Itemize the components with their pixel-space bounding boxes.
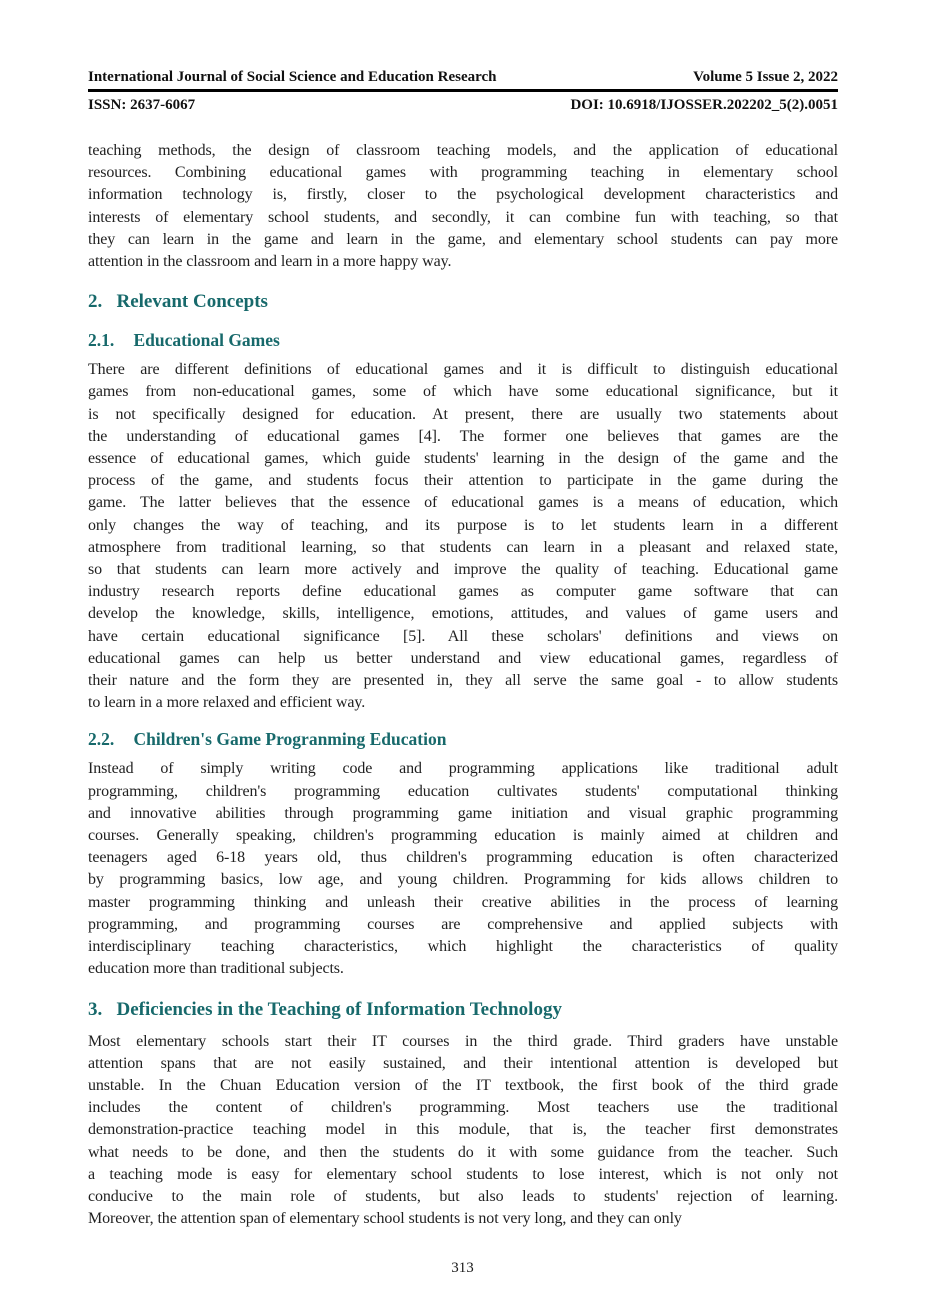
paragraph-line: is not specifically designed for education. At present, there are usually two statements about — [88, 405, 838, 423]
paragraph-line: a teaching mode is easy for elementary school students to lose interest, which is not only not — [88, 1165, 838, 1183]
paragraph-line: programming, children's programming education cultivates students' computational thinking — [88, 782, 838, 800]
paragraph-line: interdisciplinary teaching characteristics, which highlight the characteristics of quality — [88, 938, 838, 956]
paragraph-line: process of the game, and students focus their attention to participate in the game during the — [88, 472, 838, 490]
running-header-row-1 — [88, 68, 838, 86]
paragraph-line: attention spans that are not easily sustained, and their intentional attention is developed but — [88, 1054, 838, 1072]
paragraph-line: what needs to be done, and then the students do it with some guidance from the teacher. Such — [88, 1143, 838, 1161]
subsection-heading — [88, 329, 838, 351]
paragraph-line: information technology is, firstly, closer to the psychological development characteristics and — [88, 186, 838, 204]
paragraph-line: resources. Combining educational games with programming teaching in elementary school — [88, 164, 838, 182]
paragraph-line: teenagers aged 6-18 years old, thus children's programming education is often characterized — [88, 849, 838, 867]
heading-title: Educational Games — [133, 330, 280, 351]
section-heading — [88, 997, 838, 1023]
paragraph-line: and innovative abilities through programming game initiation and visual graphic programming — [88, 804, 838, 822]
section-heading — [88, 289, 838, 315]
paragraph-line: interests of elementary school students, and secondly, it can combine fun with teaching, so that — [88, 208, 838, 226]
heading-number: 3. — [88, 998, 103, 1020]
paragraph-line: There are different definitions of educational games and it is difficult to distinguish educational — [88, 361, 838, 379]
paragraph-line: by programming basics, low age, and young children. Programming for kids allows children to — [88, 871, 838, 889]
paragraph-line: develop the knowledge, skills, intelligence, emotions, attitudes, and values of game users and — [88, 605, 838, 623]
paragraph — [88, 1031, 838, 1231]
volume-issue: Volume 5 Issue 2, 2022 — [693, 69, 838, 85]
paragraph-line: unstable. In the Chuan Education version of the IT textbook, the first book of the third grade — [88, 1076, 838, 1094]
paragraph-line: have certain educational significance [5]. All these scholars' definitions and views on — [88, 627, 838, 645]
paragraph — [88, 140, 838, 273]
paragraph-line: so that students can learn more actively and improve the quality of teaching. Educational game — [88, 561, 838, 579]
journal-title: International Journal of Social Science and Education Research — [88, 69, 497, 85]
paragraph-line: essence of educational games, which guide students' learning in the design of the game and the — [88, 450, 838, 468]
header-rule — [88, 89, 838, 92]
paragraph — [88, 359, 838, 714]
paragraph-line: educational games can help us better understand and view educational games, regardless of — [88, 649, 838, 667]
paragraph-line: demonstration-practice teaching model in this module, that is, the teacher first demonstrates — [88, 1121, 838, 1139]
doi: DOI: 10.6918/IJOSSER.202202_5(2).0051 — [570, 97, 838, 113]
paragraph-line: includes the content of children's programming. Most teachers use the traditional — [88, 1099, 838, 1117]
page-footer — [0, 1260, 925, 1277]
heading-title: Children's Game Progranming Education — [133, 729, 447, 750]
paragraph-line: atmosphere from traditional learning, so that students can learn in a pleasant and relaxed state, — [88, 538, 838, 556]
paragraph-line: industry research reports define educational games as computer game software that can — [88, 583, 838, 601]
document-body — [88, 140, 838, 1230]
paragraph-line: only changes the way of teaching, and its purpose is to let students learn in a different — [88, 516, 838, 534]
heading-title: Relevant Concepts — [116, 291, 268, 313]
issn: ISSN: 2637-6067 — [88, 97, 196, 113]
paragraph-line: their nature and the form they are presented in, they all serve the same goal - to allow students — [88, 672, 838, 690]
subsection-heading — [88, 728, 838, 750]
paragraph-line: programming, and programming courses are comprehensive and applied subjects with — [88, 915, 838, 933]
paragraph-line: conducive to the main role of students, but also leads to students' rejection of learning. — [88, 1187, 838, 1205]
paragraph-line: education more than traditional subjects. — [88, 960, 344, 978]
paragraph-line: they can learn in the game and learn in the game, and elementary school students can pay more — [88, 230, 838, 248]
paragraph-line: the understanding of educational games [4]. The former one believes that games are the — [88, 427, 838, 445]
paragraph-line: game. The latter believes that the essence of educational games is a means of education, which — [88, 494, 838, 512]
heading-number: 2.1. — [88, 330, 115, 351]
running-header-row-2 — [88, 96, 838, 114]
paragraph-line: teaching methods, the design of classroom teaching models, and the application of educational — [88, 142, 838, 159]
paragraph-line: attention in the classroom and learn in a more happy way. — [88, 253, 452, 271]
heading-title: Deficiencies in the Teaching of Information Technology — [116, 998, 562, 1020]
heading-number: 2.2. — [88, 729, 115, 750]
paragraph-line: games from non-educational games, some of which have some educational significance, but it — [88, 383, 838, 401]
paragraph-line: Moreover, the attention span of elementary school students is not very long, and they can only — [88, 1210, 682, 1228]
paragraph-line: to learn in a more relaxed and efficient way. — [88, 694, 366, 712]
paragraph — [88, 758, 838, 980]
paragraph-line: Most elementary schools start their IT courses in the third grade. Third graders have unstable — [88, 1032, 838, 1050]
paragraph-line: courses. Generally speaking, children's programming education is mainly aimed at children and — [88, 827, 838, 845]
heading-number: 2. — [88, 291, 103, 313]
paragraph-line: Instead of simply writing code and programming applications like traditional adult — [88, 760, 838, 778]
page-number: 313 — [451, 1260, 474, 1276]
paragraph-line: master programming thinking and unleash their creative abilities in the process of learning — [88, 893, 838, 911]
